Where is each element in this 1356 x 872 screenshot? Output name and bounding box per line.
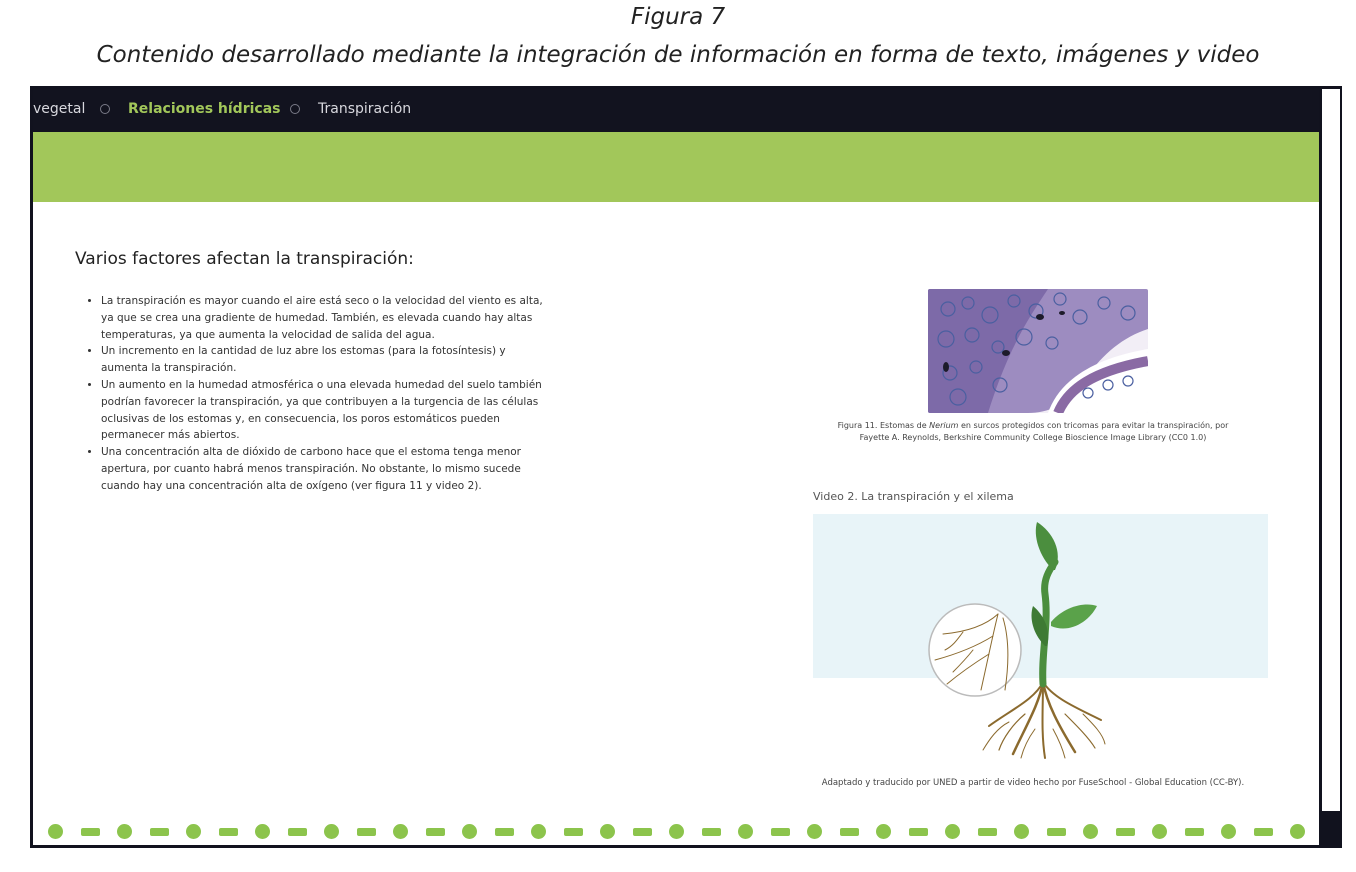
footer-progress-bar xyxy=(43,820,1313,844)
footer-dash xyxy=(357,828,376,836)
footer-dot xyxy=(255,824,270,839)
nav-separator-icon xyxy=(290,104,300,114)
list-item: • Un incremento en la cantidad de luz abre los estomas (para la fotosíntesis) y aumenta la transpiración. xyxy=(101,343,549,377)
caption-text: en surcos protegidos con tricomas para evitar la transpiración, por xyxy=(958,421,1229,430)
footer-dash xyxy=(1047,828,1066,836)
footer-dash xyxy=(978,828,997,836)
footer-dot xyxy=(1014,824,1029,839)
footer-dot xyxy=(669,824,684,839)
nav-item-transpiracion[interactable]: Transpiración xyxy=(318,101,412,117)
footer-dot xyxy=(531,824,546,839)
stomata-micrograph xyxy=(928,289,1148,413)
footer-dash xyxy=(909,828,928,836)
list-item: • La transpiración es mayor cuando el aire está seco o la velocidad del viento es alta, ya que se crea una gradiente de humedad. También, es elevada cuando hay altas temperaturas, ya que aumenta la velocidad de salida del agua. xyxy=(101,293,549,343)
lesson-page xyxy=(33,89,1319,845)
video-caption: Adaptado y traducido por UNED a partir de video hecho por FuseSchool - Global Education (CC-BY). xyxy=(821,778,1245,788)
factors-list xyxy=(85,293,549,495)
footer-dot xyxy=(1221,824,1236,839)
video-player[interactable] xyxy=(813,514,1268,764)
footer-dash xyxy=(1254,828,1273,836)
footer-dot xyxy=(1290,824,1305,839)
footer-dash xyxy=(840,828,859,836)
footer-dot xyxy=(807,824,822,839)
list-item: • Una concentración alta de dióxido de carbono hace que el estoma tenga menor apertura, por cuanto habrá menos transpiración. No obstante, lo mismo sucede cuando hay una concentración alta de oxígeno (ver figura 11 y video 2). xyxy=(101,444,549,494)
footer-dash xyxy=(771,828,790,836)
footer-dash xyxy=(219,828,238,836)
scrollbar-track[interactable] xyxy=(1322,89,1340,811)
footer-dot xyxy=(876,824,891,839)
nav-item-vegetal[interactable]: vegetal xyxy=(33,101,86,117)
footer-dot xyxy=(945,824,960,839)
footer-dash xyxy=(495,828,514,836)
footer-dash xyxy=(633,828,652,836)
caption-text: Figura 11. Estomas de xyxy=(837,421,930,430)
footer-dot xyxy=(1152,824,1167,839)
footer-dash xyxy=(1116,828,1135,836)
footer-dot xyxy=(48,824,63,839)
header-banner xyxy=(33,132,1319,202)
figure-caption: Contenido desarrollado mediante la integración de información en forma de texto, imágenes y video xyxy=(96,42,1260,68)
footer-dash xyxy=(702,828,721,836)
footer-dot xyxy=(117,824,132,839)
plant-illustration xyxy=(813,514,1268,764)
footer-dot xyxy=(738,824,753,839)
footer-dash xyxy=(564,828,583,836)
footer-dot xyxy=(324,824,339,839)
footer-dash xyxy=(1185,828,1204,836)
footer-dot xyxy=(393,824,408,839)
footer-dot xyxy=(600,824,615,839)
figure-label: Figura 7 xyxy=(630,4,726,30)
footer-dash xyxy=(81,828,100,836)
caption-italic: Nerium xyxy=(929,421,959,430)
footer-dash xyxy=(426,828,445,836)
section-heading: Varios factores afectan la transpiración: xyxy=(75,249,414,269)
list-item: • Un aumento en la humedad atmosférica o una elevada humedad del suelo también podrían favorecer la transpiración, ya que contribuyen a la turgencia de las células oclusivas de los estomas y, en consecuencia, los poros estomáticos pueden permanecer más abiertos. xyxy=(101,377,549,444)
nav-separator-icon xyxy=(100,104,110,114)
caption-credit: Fayette A. Reynolds, Berkshire Community College Bioscience Image Library (CC0 1.0) xyxy=(859,433,1207,442)
screenshot-frame xyxy=(30,86,1342,848)
footer-dash xyxy=(288,828,307,836)
footer-dot xyxy=(186,824,201,839)
image-caption xyxy=(803,420,1263,444)
footer-dot xyxy=(462,824,477,839)
top-navigation xyxy=(33,89,1319,132)
footer-dot xyxy=(1083,824,1098,839)
footer-dash xyxy=(150,828,169,836)
nav-item-relaciones-hidricas[interactable]: Relaciones hídricas xyxy=(128,101,281,117)
video-title: Video 2. La transpiración y el xilema xyxy=(813,490,1014,503)
